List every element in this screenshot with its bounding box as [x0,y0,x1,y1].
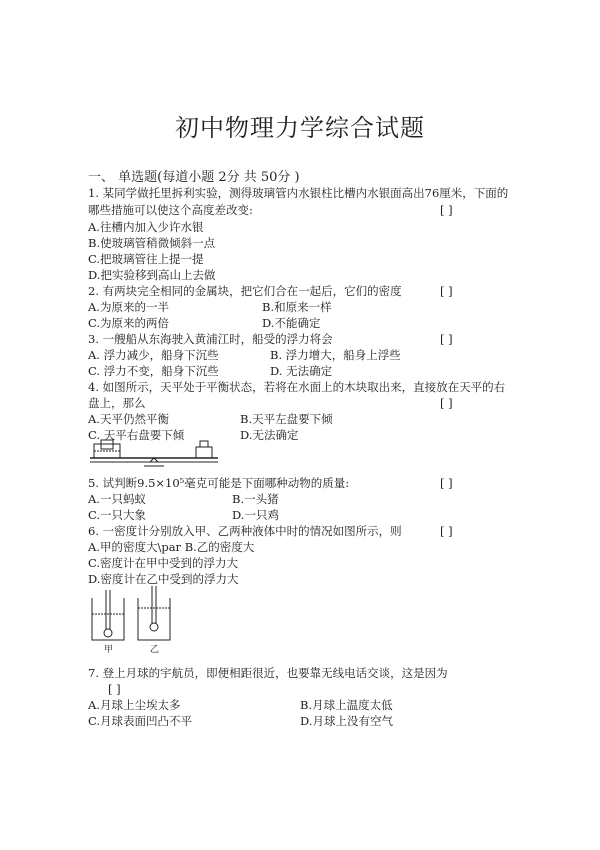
q5-option-d: D.一只鸡 [232,508,279,522]
label-yi: 乙 [150,645,160,654]
q1-option-d: D.把实验移到高山上去做 [88,268,216,282]
q2-option-a: A.为原来的一半 [88,300,169,314]
right-weight [196,447,212,458]
page-title: 初中物理力学综合试题 [175,114,425,142]
q2-answer-bracket: [ ] [440,284,453,298]
q7-option-d: D.月球上没有空气 [300,714,393,728]
q4-option-b: B.天平左盘要下倾 [240,412,333,426]
q1-answer-bracket: [ ] [440,203,453,217]
q7-option-c: C.月球表面凹凸不平 [88,714,193,728]
label-jia: 甲 [104,645,114,654]
q1-line1: 1. 某同学做托里拆利实验，测得玻璃管内水银柱比槽内水银面高出76厘米，下面的 [88,186,509,200]
q7-stem: 7. 登上月球的宇航员，即便相距很近，也要靠无线电话交谈，这是因为 [88,666,448,680]
q6-answer-bracket: [ ] [440,524,453,538]
hydrometer-figure [88,584,178,654]
q6-stem: 6. 一密度计分别放入甲、乙两种液体中时的情况如图所示，则 [88,524,402,538]
q1-line2: 哪些措施可以使这个高度差改变: [88,203,253,217]
q5-option-a: A.一只蚂蚁 [88,492,146,506]
beaker-jia [92,598,124,640]
q4-line1: 4. 如图所示，天平处于平衡状态，若将在水面上的木块取出来，直接放在天平的右 [88,380,506,394]
q4-answer-bracket: [ ] [440,396,453,410]
q1-option-b: B.使玻璃管稍微倾斜一点 [88,236,216,250]
q2-option-b: B.和原来一样 [262,300,332,314]
q3-answer-bracket: [ ] [440,332,453,346]
balance-scale-figure [86,436,226,472]
q1-option-a: A.往槽内加入少许水银 [88,220,204,234]
q7-option-b: B.月球上温度太低 [300,698,393,712]
q5-stem: 5. 试判断9.5×10⁵毫克可能是下面哪种动物的质量: [88,476,350,490]
q3-option-d: D. 无法确定 [270,364,333,378]
q4-option-a: A.天平仍然平衡 [88,412,169,426]
beaker-yi [138,598,170,640]
hydrometer-bulb-yi [150,623,158,631]
q4-line2: 盘上，那么 [88,396,146,410]
q2-stem: 2. 有两块完全相同的金属块，把它们合在一起后，它们的密度 [88,284,402,298]
q2-option-c: C.为原来的两倍 [88,316,170,330]
q6-option-ab: A.甲的密度大\par B.乙的密度大 [88,540,255,554]
q2-option-d: D.不能确定 [262,316,321,330]
q3-option-c: C. 浮力不变，船身下沉些 [88,364,219,378]
q1-option-c: C.把玻璃管往上提一提 [88,252,204,266]
q5-answer-bracket: [ ] [440,476,453,490]
q5-option-c: C.一只大象 [88,508,147,522]
q5-option-b: B.一头猪 [232,492,279,506]
q3-option-a: A. 浮力减少，船身下沉些 [88,348,219,362]
q7-answer-bracket: [ ] [108,682,121,696]
q6-option-c: C.密度计在甲中受到的浮力大 [88,556,239,570]
q3-option-b: B. 浮力增大，船身上浮些 [270,348,401,362]
q7-option-a: A.月球上尘埃太多 [88,698,181,712]
weight-knob [200,441,208,447]
hydrometer-bulb-jia [104,629,112,637]
q3-stem: 3. 一艘船从东海驶入黄浦江时，船受的浮力将会 [88,332,333,346]
q4-option-c: C. 天平右盘要下倾 [88,428,185,442]
q6-option-d: D.密度计在乙中受到的浮力大 [88,572,239,586]
q4-option-d: D.无法确定 [240,428,299,442]
section-heading: 一、 单选题(每道小题 2分 共 50分 ) [88,170,300,185]
